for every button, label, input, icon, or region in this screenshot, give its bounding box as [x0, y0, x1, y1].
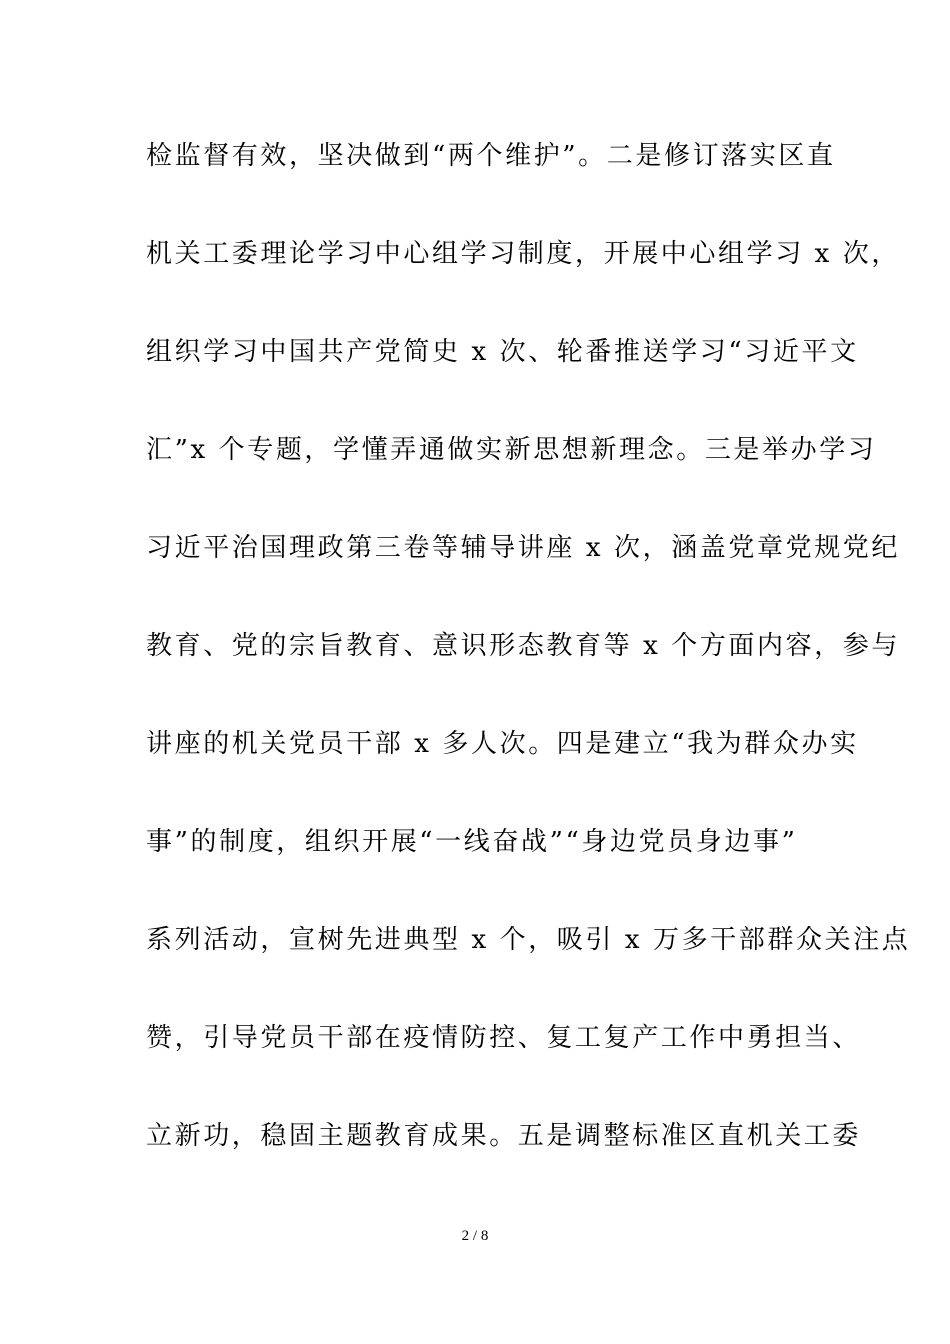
text-line-4: 汇”x 个专题，学懂弄通做实新思想新理念。三是举办学习 — [146, 435, 877, 465]
text-line-10: 赞，引导党员干部在疫情防控、复工复产工作中勇担当、 — [146, 1023, 862, 1053]
text-line-11: 立新功，稳固主题教育成果。五是调整标准区直机关工委 — [146, 1121, 862, 1151]
text-line-8: 事”的制度，组织开展“一线奋战”“身边党员身边事” — [146, 827, 798, 857]
text-line-3: 组织学习中国共产党简史 x 次、轮番推送学习“习近平文 — [146, 337, 859, 367]
text-line-6: 教育、党的宗旨教育、意识形态教育等 x 个方面内容，参与 — [146, 631, 900, 661]
page-number: 2 / 8 — [461, 1228, 489, 1244]
text-line-1: 检监督有效，坚决做到“两个维护”。二是修订落实区直 — [146, 141, 836, 171]
text-line-9: 系列活动，宣树先进典型 x 个，吸引 x 万多干部群众关注点 — [146, 925, 911, 955]
text-line-7: 讲座的机关党员干部 x 多人次。四是建立“我为群众办实 — [146, 729, 859, 759]
text-line-2: 机关工委理论学习中心组学习制度，开展中心组学习 x 次， — [146, 239, 900, 269]
text-line-5: 习近平治国理政第三卷等辅导讲座 x 次，涵盖党章党规党纪 — [146, 533, 900, 563]
